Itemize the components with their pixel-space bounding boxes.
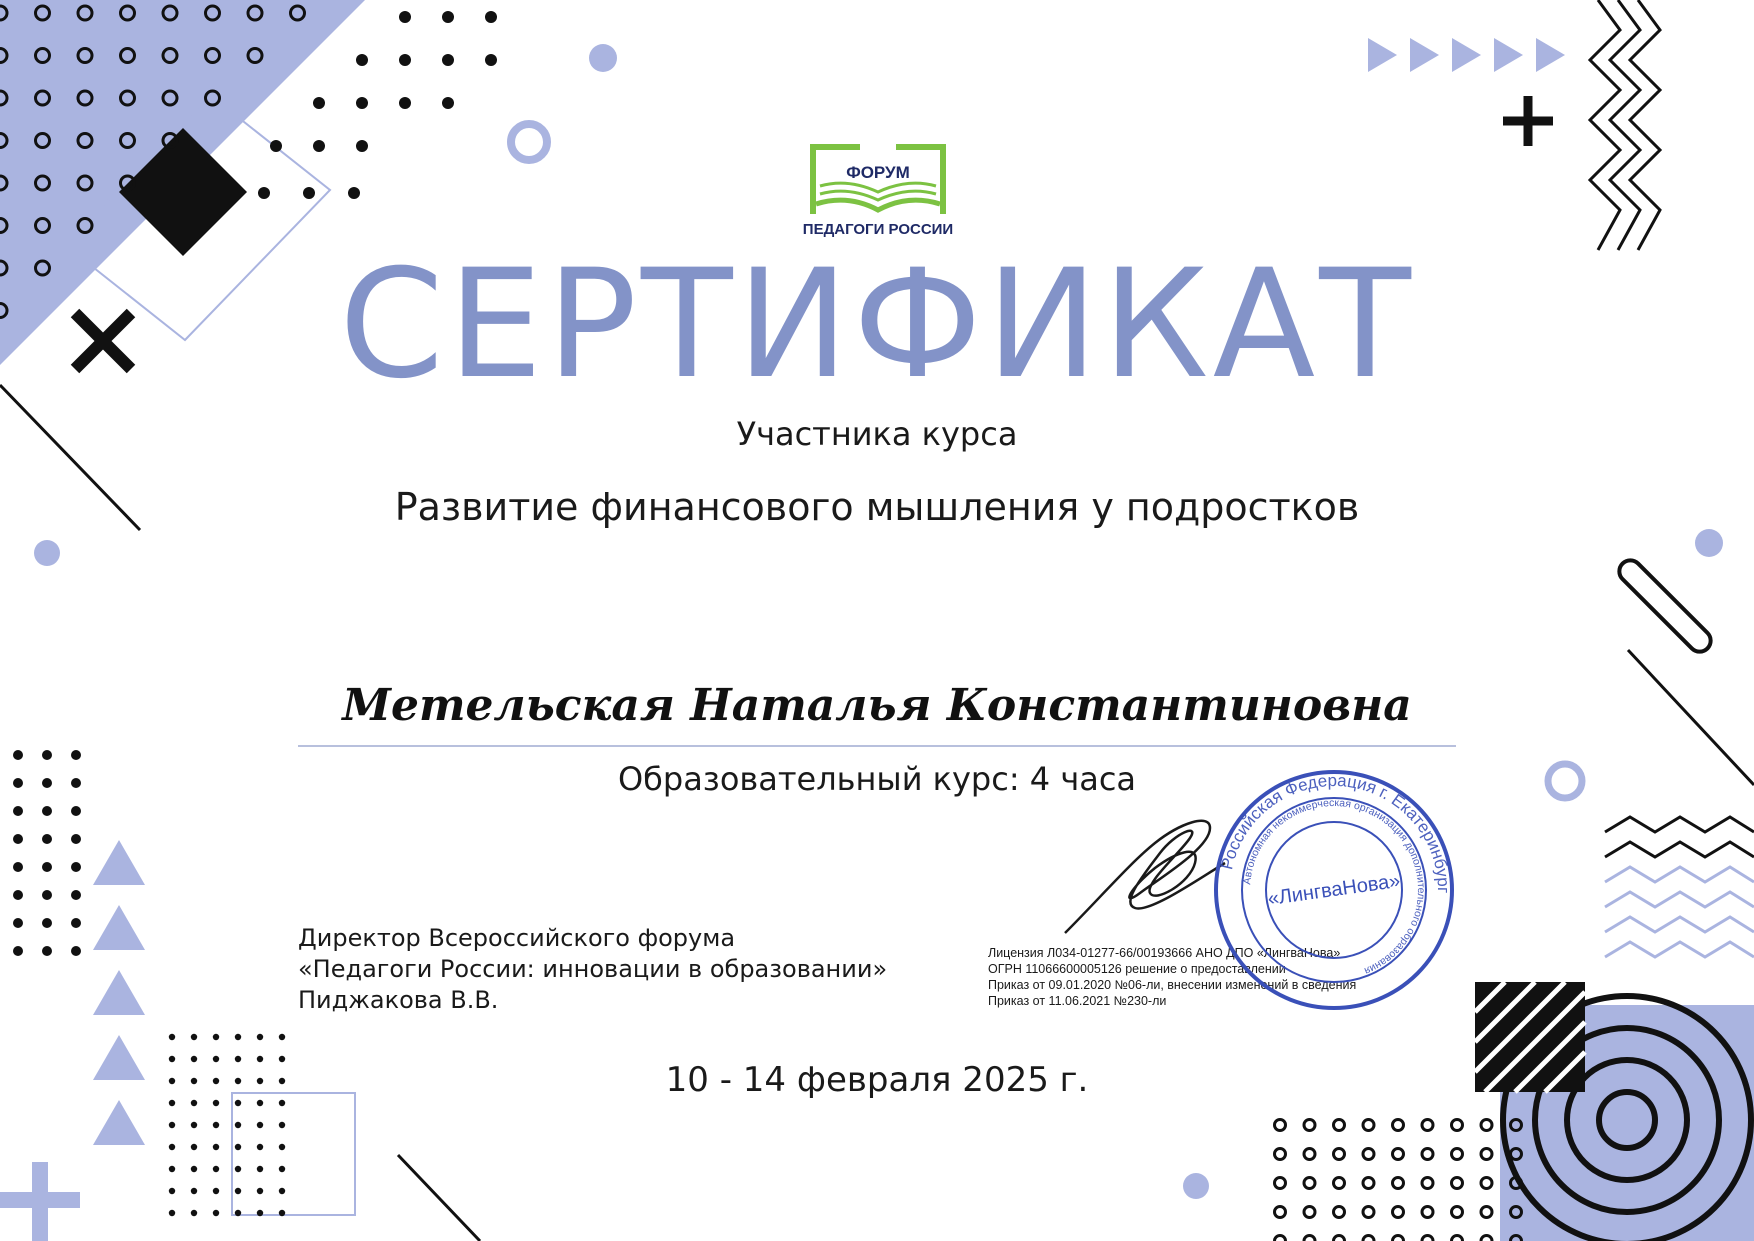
grid-dot (13, 890, 23, 900)
grid-dot (1334, 1120, 1345, 1131)
grid-dot (279, 1122, 285, 1128)
grid-dot (442, 97, 454, 109)
grid-dot (270, 140, 282, 152)
grid-dot (213, 1100, 219, 1106)
grid-dot (279, 1188, 285, 1194)
zigzag-lines-shape (1590, 0, 1660, 250)
grid-dot (1334, 1207, 1345, 1218)
grid-dot (257, 1122, 263, 1128)
grid-dot (1393, 1236, 1404, 1241)
grid-dot (257, 1034, 263, 1040)
grid-dot (71, 834, 81, 844)
grid-dot (213, 1188, 219, 1194)
grid-dot (356, 54, 368, 66)
dot-shape (1695, 529, 1723, 557)
grid-dot (191, 1144, 197, 1150)
grid-dot (279, 1100, 285, 1106)
grid-dot (71, 946, 81, 956)
grid-dot (42, 946, 52, 956)
grid-dot (313, 140, 325, 152)
grid-dot (1363, 1207, 1374, 1218)
grid-dot (1363, 1236, 1374, 1241)
grid-dot (169, 1144, 175, 1150)
grid-dot (169, 1210, 175, 1216)
grid-dot (1481, 1207, 1492, 1218)
grid-dot (257, 1144, 263, 1150)
grid-dot (169, 1122, 175, 1128)
course-name: Развитие финансового мышления у подростков (394, 485, 1360, 529)
license-line: Приказ от 11.06.2021 №230-ли (988, 994, 1167, 1008)
grid-dot (235, 1188, 241, 1194)
grid-dot (1422, 1120, 1433, 1131)
diagonal-line (398, 1155, 480, 1241)
grid-dot (1275, 1207, 1286, 1218)
dot-shape (589, 44, 617, 72)
grid-dot (13, 834, 23, 844)
grid-dot (169, 1166, 175, 1172)
grid-dot (235, 1210, 241, 1216)
grid-dot (485, 11, 497, 23)
grid-dot (257, 1188, 263, 1194)
grid-dot (213, 1122, 219, 1128)
grid-dot (442, 54, 454, 66)
grid-dot (1363, 1149, 1374, 1160)
grid-dot (213, 1144, 219, 1150)
grid-dot (313, 97, 325, 109)
grid-dot (191, 1034, 197, 1040)
logo-top-text: ФОРУМ (846, 163, 910, 182)
grid-dot (71, 750, 81, 760)
official-stamp (1212, 768, 1456, 1012)
grid-dot (1275, 1178, 1286, 1189)
stamp-outer-text: Российская Федерация г. Екатеринбург (1217, 770, 1454, 894)
license-line: Приказ от 09.01.2020 №06-ли, внесении изменений в сведения (988, 978, 1357, 992)
grid-dot (1275, 1120, 1286, 1131)
grid-dot (1422, 1236, 1433, 1241)
plus-shape-icon (0, 1162, 80, 1241)
plus-icon (1503, 96, 1553, 146)
grid-dot (13, 862, 23, 872)
grid-dot (235, 1034, 241, 1040)
certificate-subtitle: Участника курса (736, 415, 1018, 453)
grid-dot (1452, 1149, 1463, 1160)
course-dates: 10 - 14 февраля 2025 г. (665, 1060, 1089, 1100)
grid-dot (1393, 1149, 1404, 1160)
grid-dot (1304, 1120, 1315, 1131)
certificate-title: СЕРТИФИКАТ (339, 238, 1415, 412)
grid-dot (213, 1034, 219, 1040)
grid-dot (191, 1166, 197, 1172)
director-name: Пиджакова В.В. (298, 986, 499, 1014)
grid-dot (42, 890, 52, 900)
grid-dot (235, 1100, 241, 1106)
grid-dot (1304, 1149, 1315, 1160)
grid-dot (257, 1166, 263, 1172)
grid-dot (399, 54, 411, 66)
arrow-triangles-icon (1368, 38, 1565, 72)
director-title: Директор Всероссийского форума (298, 924, 736, 952)
zigzag-lines-shape (1605, 817, 1754, 957)
forum-logo (788, 142, 968, 242)
grid-dot (169, 1188, 175, 1194)
grid-dot (71, 862, 81, 872)
grid-dot (13, 918, 23, 928)
grid-dot (1334, 1236, 1345, 1241)
grid-dot (1452, 1120, 1463, 1131)
grid-dot (42, 862, 52, 872)
grid-dot (1481, 1178, 1492, 1189)
grid-dot (42, 918, 52, 928)
grid-dot (235, 1166, 241, 1172)
grid-dot (1393, 1207, 1404, 1218)
director-forum: «Педагоги России: инновации в образовании» (298, 955, 888, 983)
grid-dot (71, 806, 81, 816)
stamp-center-text: «ЛингваНова» (1266, 869, 1402, 911)
grid-dot (13, 806, 23, 816)
grid-dot (71, 918, 81, 928)
grid-dot (213, 1166, 219, 1172)
grid-dot (1304, 1236, 1315, 1241)
signature-image (1060, 808, 1230, 938)
grid-dot (235, 1144, 241, 1150)
grid-dot (42, 834, 52, 844)
grid-dot (1334, 1178, 1345, 1189)
director-block (298, 923, 887, 1016)
ring-shape (511, 124, 547, 160)
grid-dot (279, 1144, 285, 1150)
grid-dot (279, 1166, 285, 1172)
grid-dot (191, 1210, 197, 1216)
grid-dot (169, 1034, 175, 1040)
grid-dot (279, 1210, 285, 1216)
grid-dot (1363, 1178, 1374, 1189)
grid-dot (258, 187, 270, 199)
grid-dot (13, 750, 23, 760)
grid-dot (13, 946, 23, 956)
license-line: Лицензия Л034-01277-66/00193666 АНО ДПО «ЛингваНова» (988, 946, 1341, 960)
grid-dot (1422, 1149, 1433, 1160)
grid-dot (1304, 1178, 1315, 1189)
logo-book-shape (810, 144, 816, 214)
grid-dot (191, 1188, 197, 1194)
grid-dot (1481, 1236, 1492, 1241)
grid-dot (191, 1100, 197, 1106)
grid-dot (1422, 1178, 1433, 1189)
grid-dot (1304, 1207, 1315, 1218)
grid-dot (303, 187, 315, 199)
license-line: ОГРН 11066600005126 решение о предоставлении (988, 962, 1286, 976)
grid-dot (1393, 1120, 1404, 1131)
grid-dot (1452, 1236, 1463, 1241)
participant-name: Метельская Наталья Константиновна (342, 680, 1412, 731)
grid-dot (1393, 1178, 1404, 1189)
name-underline (298, 745, 1456, 747)
grid-dot (169, 1100, 175, 1106)
grid-dot (1363, 1120, 1374, 1131)
grid-dot (1481, 1120, 1492, 1131)
grid-dot (191, 1122, 197, 1128)
grid-dot (42, 750, 52, 760)
grid-dot (279, 1034, 285, 1040)
grid-dot (213, 1210, 219, 1216)
grid-dot (1481, 1149, 1492, 1160)
capsule-shape (1615, 556, 1715, 656)
grid-dot (257, 1210, 263, 1216)
grid-dot (42, 806, 52, 816)
grid-dot (1422, 1207, 1433, 1218)
grid-dot (485, 54, 497, 66)
grid-dot (1452, 1178, 1463, 1189)
grid-dot (399, 11, 411, 23)
course-hours: Образовательный курс: 4 часа (617, 760, 1137, 798)
grid-dot (356, 140, 368, 152)
grid-dot (1334, 1149, 1345, 1160)
outlined-square-shape (232, 1093, 355, 1215)
grid-dot (442, 11, 454, 23)
grid-dot (1275, 1236, 1286, 1241)
grid-dot (356, 97, 368, 109)
grid-dot (235, 1122, 241, 1128)
grid-dot (71, 890, 81, 900)
logo-bottom-text: ПЕДАГОГИ РОССИИ (802, 221, 954, 238)
stamp-inner-text: Автономная некоммерческая организация дополнительного образования (1241, 796, 1428, 977)
grid-dot (399, 97, 411, 109)
grid-dot (1275, 1149, 1286, 1160)
dot-shape (34, 540, 60, 566)
dot-shape (1183, 1173, 1209, 1199)
grid-dot (257, 1100, 263, 1106)
grid-dot (348, 187, 360, 199)
logo-book-shape (940, 144, 946, 214)
grid-dot (1452, 1207, 1463, 1218)
